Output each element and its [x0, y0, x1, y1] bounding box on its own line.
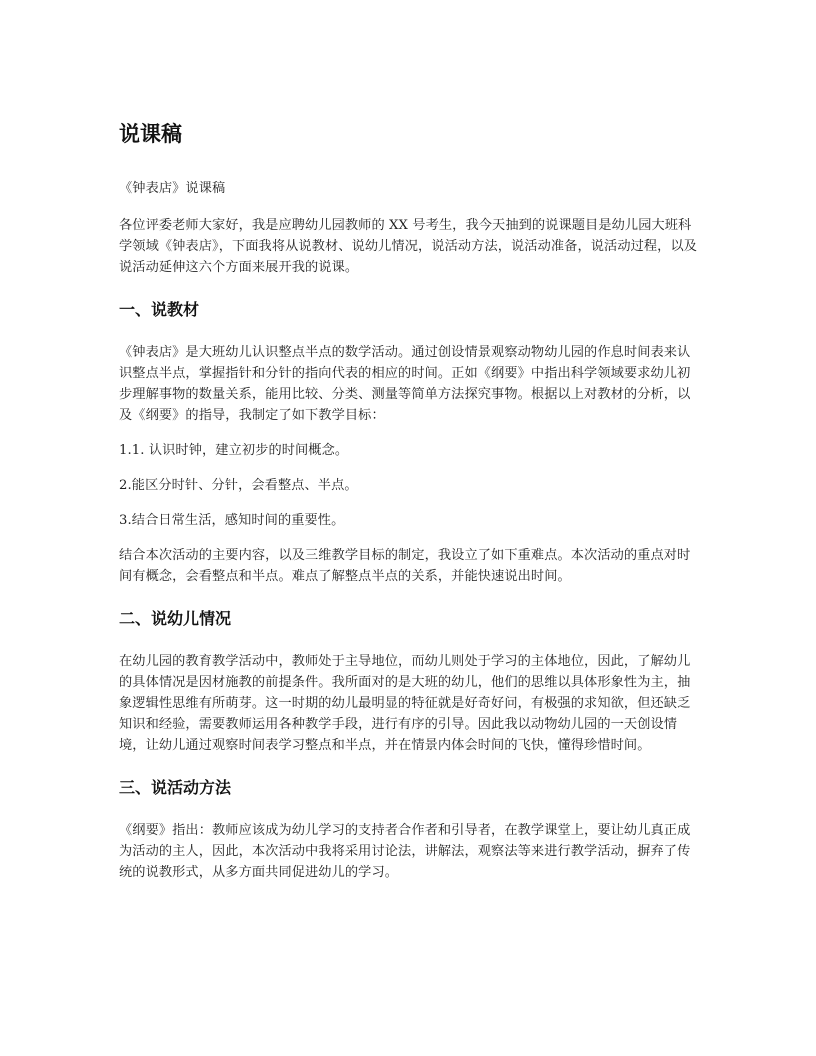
- document-page: [119, 120, 703, 897]
- textbook-paragraph: 《钟表店》是大班幼儿认识整点半点的数学活动。通过创设情景观察动物幼儿园的作息时间表来认识整点半点，掌握指针和分针的指向代表的相应的时间。正如《纲要》中指出科学领域要求幼儿初步理解事物的数量关系，能用比较、分类、测量等简单方法探究事物。根据以上对教材的分析，以及《纲要》的指导，我制定了如下教学目标：: [119, 345, 691, 423]
- section-heading-textbook: 一、说教材: [119, 300, 200, 319]
- goal-item-3: 3.结合日常生活，感知时间的重要性。: [119, 513, 345, 528]
- key-points-paragraph: 结合本次活动的主要内容，以及三维教学目标的制定，我设立了如下重难点。本次活动的重点对时间有概念，会看整点和半点。难点了解整点半点的关系，并能快速说出时间。: [119, 548, 691, 584]
- section-heading-children: 二、说幼儿情况: [119, 609, 232, 628]
- methods-paragraph: 《纲要》指出：教师应该成为幼儿学习的支持者合作者和引导者，在教学课堂上，要让幼儿真正成为活动的主人，因此，本次活动中我将采用讨论法，讲解法，观察法等来进行教学活动，摒弃了传统的说教形式，从多方面共同促进幼儿的学习。: [119, 823, 691, 880]
- document-subtitle: 《钟表店》说课稿: [119, 181, 226, 196]
- intro-paragraph: 各位评委老师大家好，我是应聘幼儿园教师的 XX 号考生，我今天抽到的说课题目是幼儿园大班科学领域《钟表店》，下面我将从说教材、说幼儿情况，说活动方法，说活动准备，说活动过程，以及说活动延伸这六个方面来展开我的说课。: [119, 218, 698, 275]
- goal-item-2: 2.能区分时针、分针，会看整点、半点。: [119, 478, 358, 493]
- children-paragraph: 在幼儿园的教育教学活动中，教师处于主导地位，而幼儿则处于学习的主体地位，因此，了解幼儿的具体情况是因材施教的前提条件。我所面对的是大班的幼儿，他们的思维以具体形象性为主，抽象逻辑性思维有所萌芽。这一时期的幼儿最明显的特征就是好奇好问，有极强的求知欲，但还缺乏知识和经验，需要教师运用各种教学手段，进行有序的引导。因此我以动物幼儿园的一天创设情境，让幼儿通过观察时间表学习整点和半点，并在情景内体会时间的飞快，懂得珍惜时间。: [119, 654, 691, 753]
- goal-item-1: 1.1. 认识时钟，建立初步的时间概念。: [119, 443, 349, 458]
- section-heading-methods: 三、说活动方法: [119, 778, 232, 797]
- page-title: 说课稿: [119, 122, 182, 146]
